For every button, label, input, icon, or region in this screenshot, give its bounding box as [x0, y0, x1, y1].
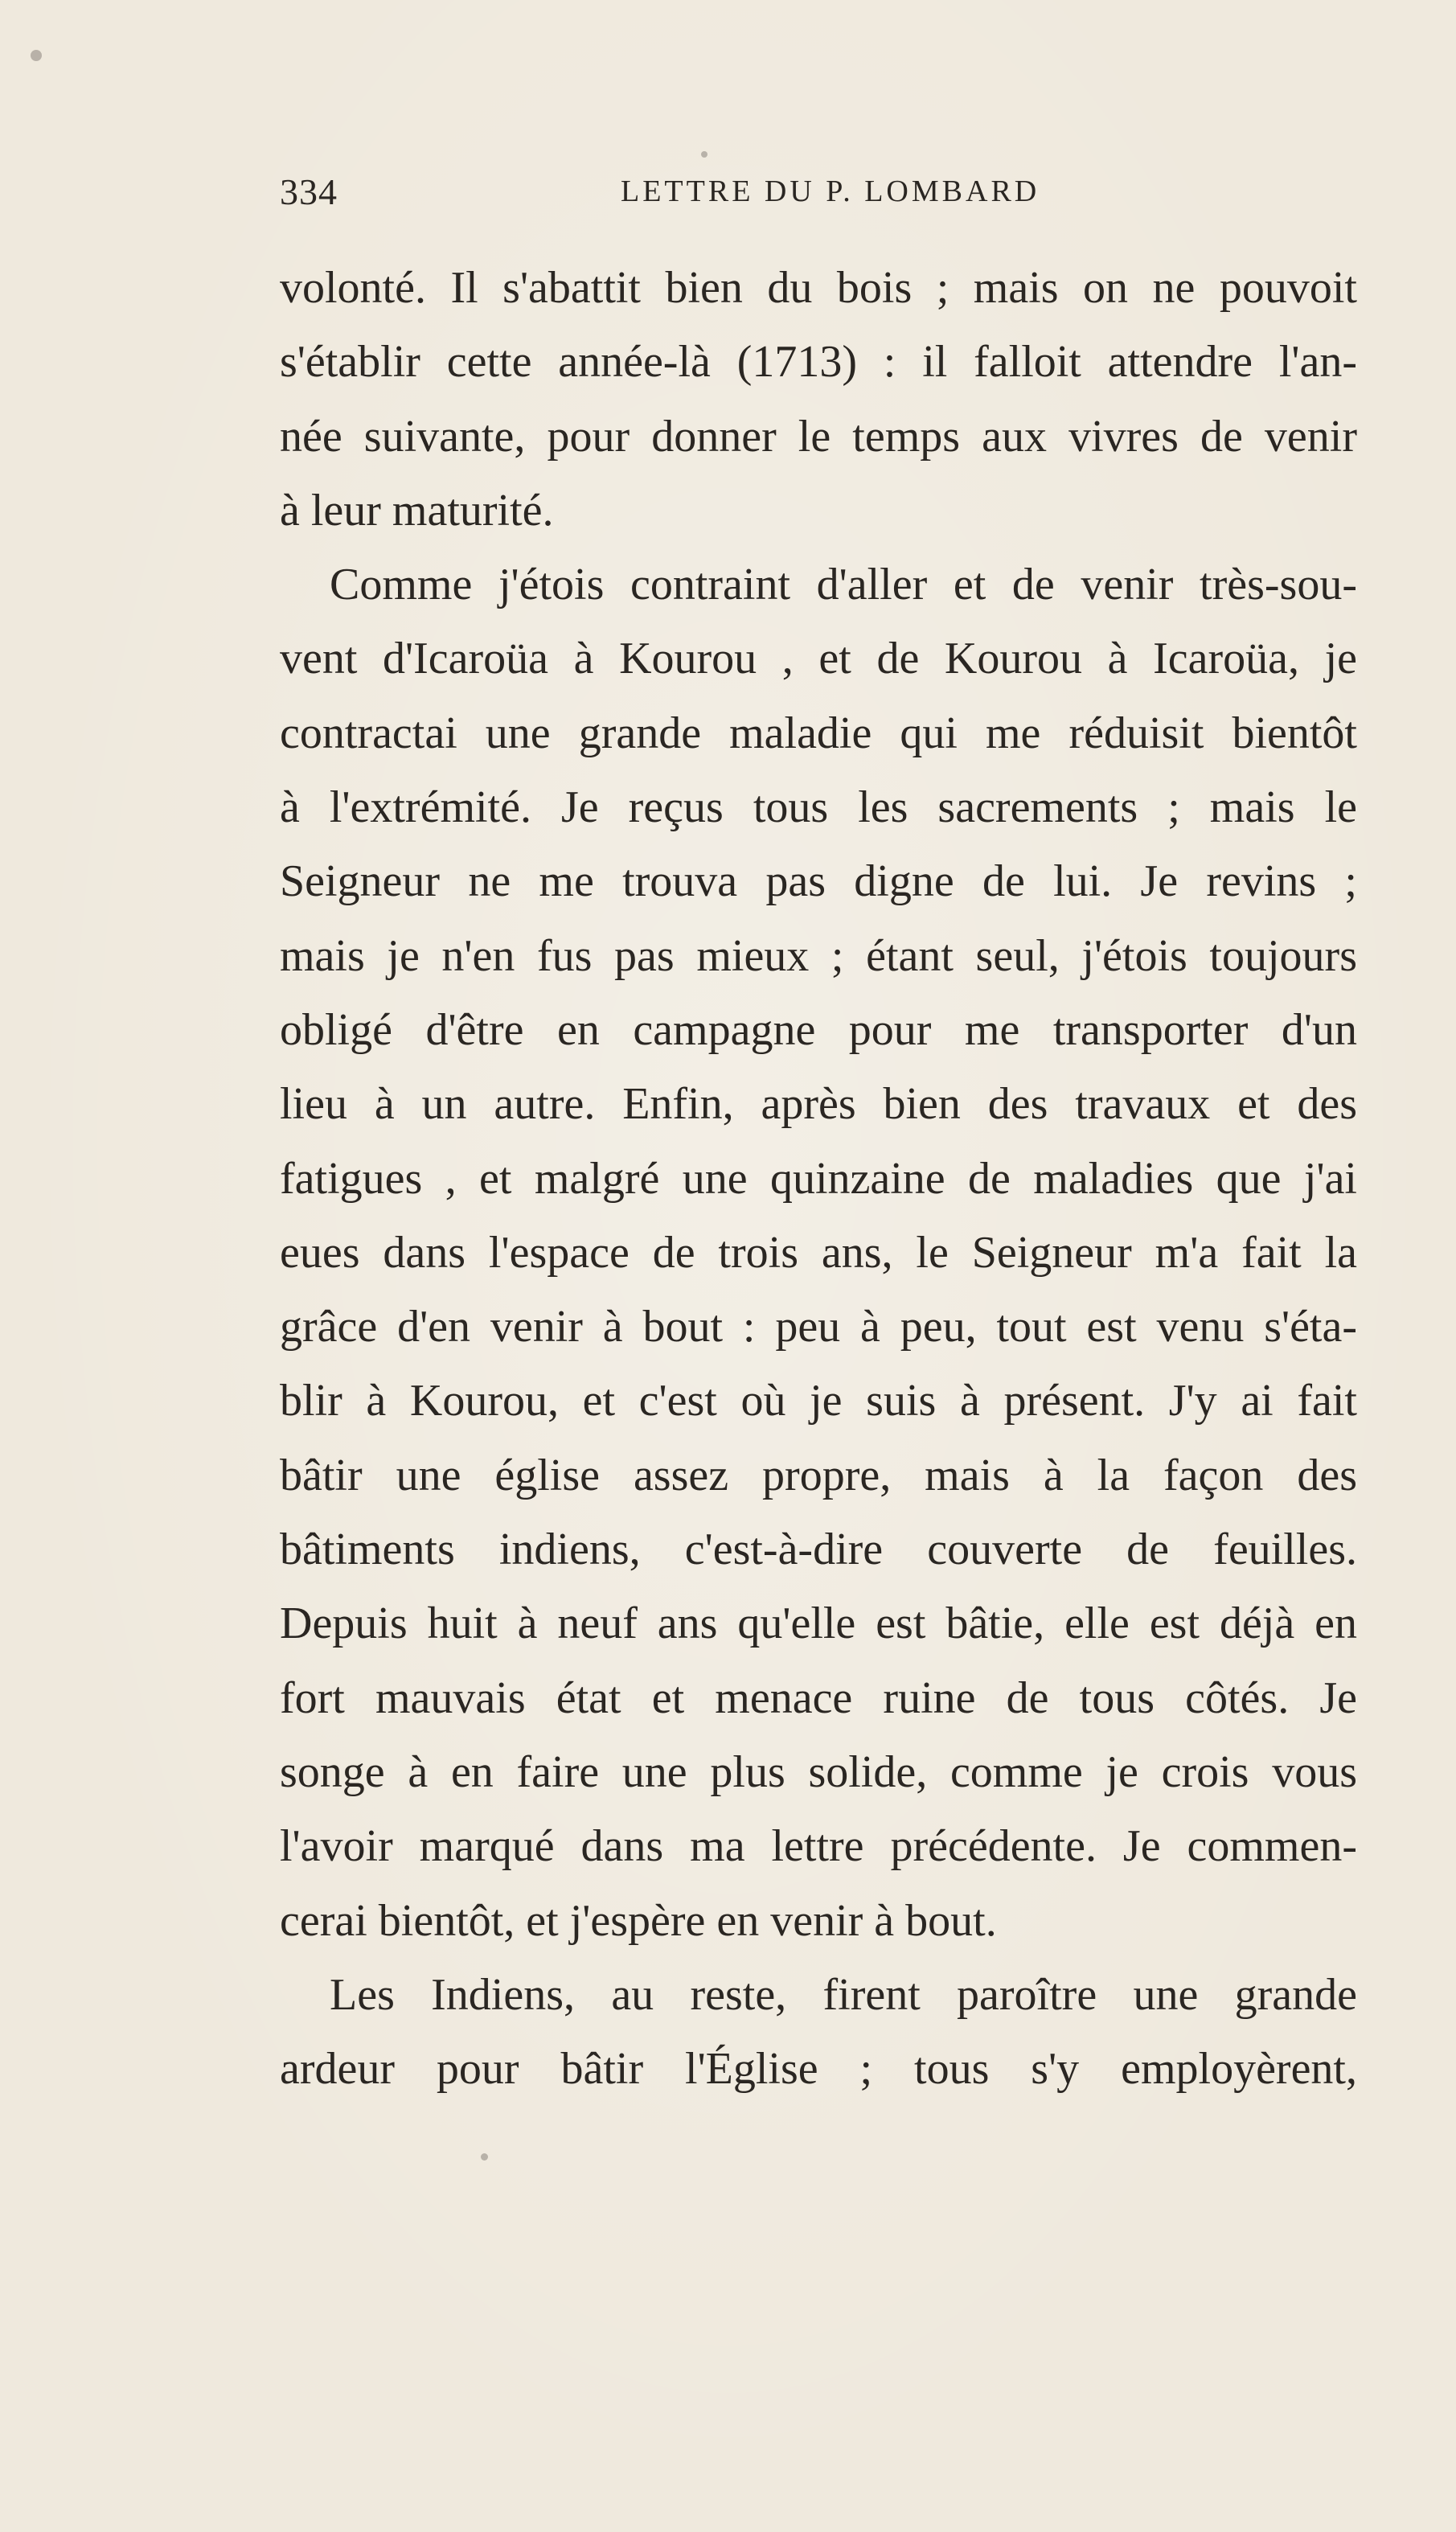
- body-text: [280, 251, 1357, 2106]
- paper-speck: [481, 2153, 488, 2161]
- text-line: lieu à un autre. Enfin, après bien des travaux et des: [280, 1079, 1357, 1130]
- text-line: cerai bientôt, et j'espère en venir à bout.: [280, 1895, 997, 1946]
- paper-speck: [31, 50, 42, 61]
- text-line: contractai une grande maladie qui me réduisit bientôt: [280, 708, 1357, 758]
- page-number: 334: [280, 171, 338, 212]
- text-line: bâtir une église assez propre, mais à la façon des: [280, 1450, 1357, 1500]
- text-line: songe à en faire une plus solide, comme je crois vous: [280, 1746, 1357, 1797]
- text-line: blir à Kourou, et c'est où je suis à présent. J'y ai fait: [280, 1376, 1357, 1426]
- running-title: LETTRE DU P. LOMBARD: [621, 174, 1040, 208]
- text-line: à leur maturité.: [280, 485, 554, 536]
- text-line: obligé d'être en campagne pour me transporter d'un: [280, 1004, 1357, 1055]
- text-line: fatigues , et malgré une quinzaine de maladies que j'ai: [280, 1153, 1357, 1204]
- running-header: [280, 170, 1357, 219]
- text-line: mais je n'en fus pas mieux ; étant seul, j'étois toujours: [280, 930, 1357, 981]
- text-line: bâtiments indiens, c'est-à-dire couverte de feuilles.: [280, 1525, 1357, 1575]
- text-line: née suivante, pour donner le temps aux vivres de venir: [280, 411, 1357, 462]
- text-line: vent d'Icaroüa à Kourou , et de Kourou à Icaroüa, je: [280, 634, 1357, 684]
- text-line: Seigneur ne me trouva pas digne de lui. Je revins ;: [280, 856, 1357, 907]
- text-line: à l'extrémité. Je reçus tous les sacrements ; mais le: [280, 782, 1357, 833]
- text-line: Depuis huit à neuf ans qu'elle est bâtie, elle est déjà en: [280, 1598, 1357, 1649]
- text-line: s'établir cette année-là (1713) : il falloit attendre l'an-: [280, 337, 1357, 388]
- text-line: fort mauvais état et menace ruine de tous côtés. Je: [280, 1672, 1357, 1723]
- text-line: volonté. Il s'abattit bien du bois ; mais on ne pouvoit: [280, 263, 1357, 313]
- text-line: eues dans l'espace de trois ans, le Seigneur m'a fait la: [280, 1227, 1357, 1278]
- text-line: l'avoir marqué dans ma lettre précédente. Je commen-: [280, 1821, 1357, 1872]
- text-line: ardeur pour bâtir l'Église ; tous s'y employèrent,: [280, 2044, 1357, 2095]
- text-line: grâce d'en venir à bout : peu à peu, tout est venu s'éta-: [280, 1302, 1357, 1352]
- paper-speck: [701, 151, 707, 158]
- text-line: Les Indiens, au reste, firent paroître une grande: [330, 1969, 1357, 2020]
- text-line: Comme j'étois contraint d'aller et de venir très-sou-: [330, 560, 1357, 610]
